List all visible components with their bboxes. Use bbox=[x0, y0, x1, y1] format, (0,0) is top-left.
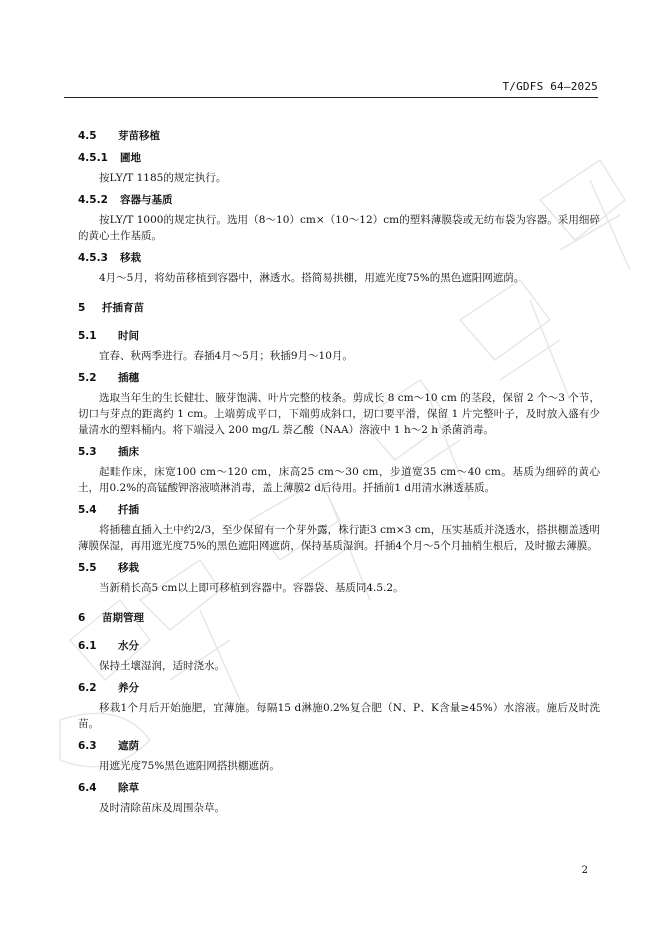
section-heading bbox=[78, 300, 600, 316]
section-paragraph: 保持土壤湿润，适时浇水。 bbox=[99, 660, 225, 672]
section-title: 容器与基质 bbox=[120, 194, 173, 206]
section-number: 6.1 bbox=[78, 640, 97, 652]
section-paragraph: 及时清除苗床及周围杂草。 bbox=[99, 802, 225, 814]
section-number: 6.4 bbox=[78, 782, 97, 794]
section-paragraph: 按LY/T 1000的规定执行。选用（8～10）cm×（10～12）cm的塑料薄膜袋或无纺布袋为容器。采用细碎的黄心土作基质。 bbox=[78, 214, 600, 242]
section-title: 时间 bbox=[118, 330, 139, 342]
section-heading bbox=[78, 328, 600, 344]
section-heading bbox=[78, 738, 600, 754]
section-heading bbox=[78, 610, 600, 626]
section-number: 5.2 bbox=[78, 372, 97, 384]
section-number: 5 bbox=[78, 302, 86, 314]
section-number: 6 bbox=[78, 612, 86, 624]
section-number: 4.5.2 bbox=[78, 194, 108, 206]
section-title: 插床 bbox=[118, 446, 139, 458]
section-number: 5.4 bbox=[78, 504, 97, 516]
section-heading bbox=[78, 250, 600, 266]
section-title: 水分 bbox=[118, 640, 139, 652]
section-title: 扦插育苗 bbox=[102, 302, 144, 314]
section-heading bbox=[78, 560, 600, 576]
section-title: 养分 bbox=[118, 682, 139, 694]
section-number: 6.2 bbox=[78, 682, 97, 694]
section-paragraph: 宜春、秋两季进行。春插4月～5月；秋插9月～10月。 bbox=[99, 350, 353, 362]
header-rule bbox=[64, 97, 598, 98]
section-paragraph: 起畦作床，床宽100 cm～120 cm，床高25 cm～30 cm，步道宽35 cm～40 cm。基质为细碎的黄心土，用0.2%的高锰酸钾溶液喷淋消毒，盖上薄膜2 d后待用。扦插前1 d用清水淋透基质。 bbox=[78, 466, 600, 494]
section-heading bbox=[78, 780, 600, 796]
section-paragraph: 选取当年生的生长健壮、腋芽饱满、叶片完整的枝条。剪成长 8 cm～10 cm 的茎段，保留 2 个～3 个节，切口与芽点的距离约 1 cm。上端剪成平口，下端剪成斜口，切口要平滑，保留 1 片完整叶子，及时放入盛有少量清水的塑料桶内。将下端浸入 200 mg/L 萘乙酸（NAA）溶液中 1 h～2 h 杀菌消毒。 bbox=[78, 392, 600, 436]
section-paragraph: 按LY/T 1185的规定执行。 bbox=[99, 172, 227, 184]
section-number: 4.5.1 bbox=[78, 152, 108, 164]
section-paragraph: 将插穗直插入土中约2/3，至少保留有一个芽外露，株行距3 cm×3 cm，压实基质并浇透水，搭拱棚盖透明薄膜保湿，再用遮光度75%的黑色遮阳网遮荫，保持基质湿润。扦插4个月～5个月抽梢生根后，及时撤去薄膜。 bbox=[78, 524, 600, 552]
section-title: 芽苗移植 bbox=[118, 130, 160, 142]
page-number: 2 bbox=[581, 865, 588, 876]
section-title: 扦插 bbox=[118, 504, 139, 516]
section-title: 移栽 bbox=[118, 562, 139, 574]
section-number: 5.1 bbox=[78, 330, 97, 342]
section-heading bbox=[78, 150, 600, 166]
section-heading bbox=[78, 502, 600, 518]
section-title: 移栽 bbox=[120, 252, 141, 264]
section-paragraph: 当新稍长高5 cm以上即可移植到容器中。容器袋、基质同4.5.2。 bbox=[99, 582, 404, 594]
section-title: 圃地 bbox=[120, 152, 141, 164]
section-heading bbox=[78, 680, 600, 696]
document-body bbox=[78, 128, 600, 818]
document-code: T/GDFS 64—2025 bbox=[502, 80, 598, 93]
section-paragraph: 4月～5月，将幼苗移植到容器中，淋透水。搭简易拱棚，用遮光度75%的黑色遮阳网遮荫。 bbox=[99, 272, 525, 284]
section-heading bbox=[78, 638, 600, 654]
section-number: 5.5 bbox=[78, 562, 97, 574]
section-number: 6.3 bbox=[78, 740, 97, 752]
section-paragraph: 移栽1个月后开始施肥，宜薄施。每隔15 d淋施0.2%复合肥（N、P、K含量≥45%）水溶液。施后及时洗苗。 bbox=[78, 702, 600, 730]
section-number: 4.5.3 bbox=[78, 252, 108, 264]
section-heading bbox=[78, 192, 600, 208]
section-title: 苗期管理 bbox=[102, 612, 144, 624]
section-heading bbox=[78, 128, 600, 144]
section-number: 5.3 bbox=[78, 446, 97, 458]
section-heading bbox=[78, 444, 600, 460]
section-heading bbox=[78, 370, 600, 386]
section-title: 插穗 bbox=[118, 372, 139, 384]
section-title: 遮荫 bbox=[118, 740, 139, 752]
section-paragraph: 用遮光度75%黑色遮阳网搭拱棚遮荫。 bbox=[99, 760, 280, 772]
section-title: 除草 bbox=[118, 782, 139, 794]
section-number: 4.5 bbox=[78, 130, 97, 142]
